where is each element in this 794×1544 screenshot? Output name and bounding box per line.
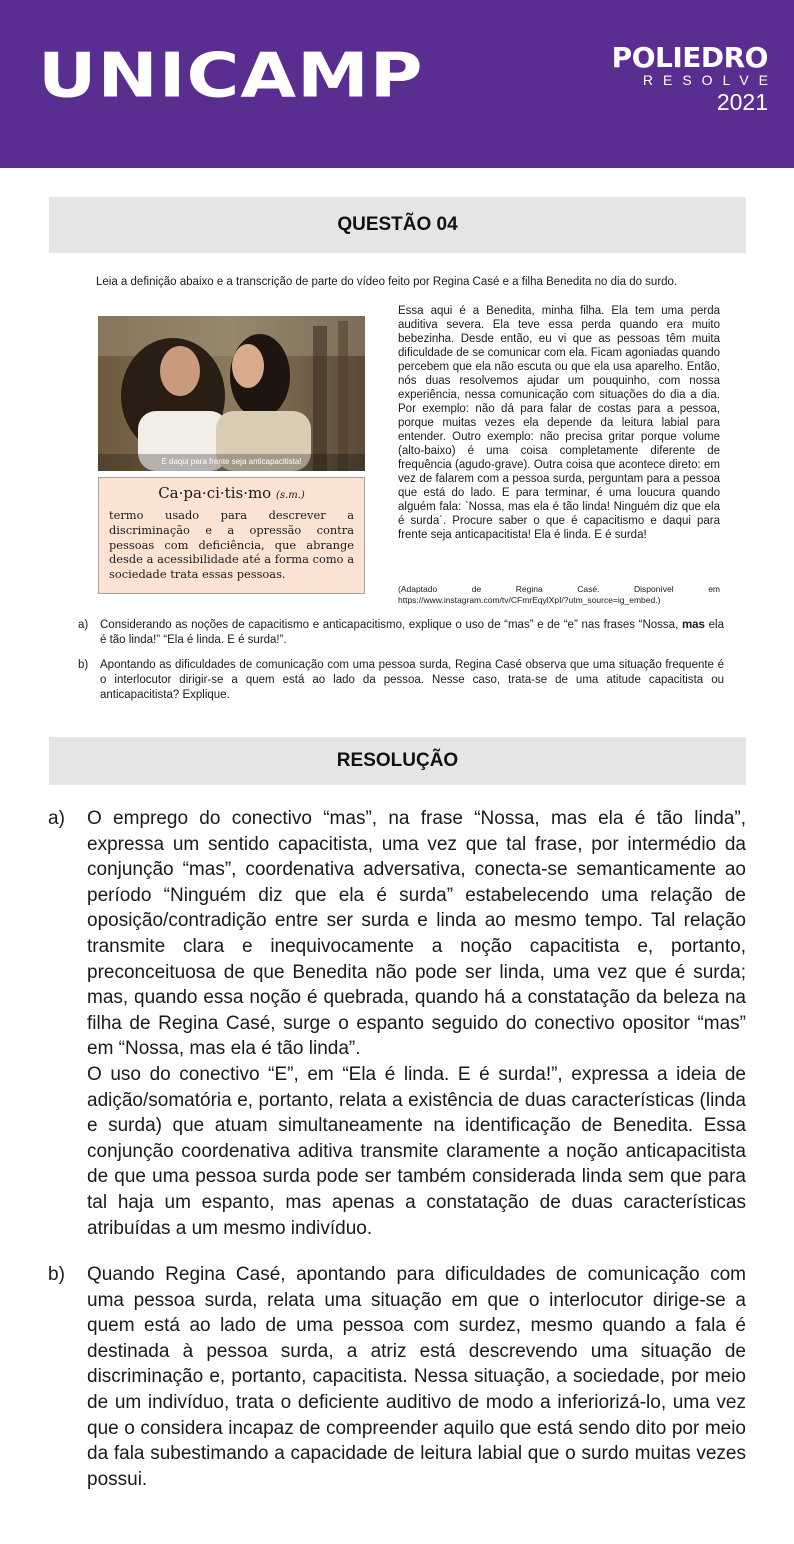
part-of-speech: (s.m.) [276, 490, 305, 501]
resolution-letter: b) [48, 1264, 65, 1285]
item-letter: a) [78, 619, 89, 631]
unicamp-logo: UNICAMP [38, 38, 424, 112]
question-title: QUESTÃO 04 [49, 197, 746, 253]
definition-text: termo usado para descrever a discriminação e a opressão contra pessoas com deficiência, que abrange desde a acessibilidade até a forma como a sociedade trata essas pessoas. [109, 508, 354, 582]
exam-year: 2021 [716, 88, 768, 115]
brand-subtitle: RESOLVE [642, 72, 778, 88]
poliedro-brand [611, 41, 778, 116]
item-text: Apontando as dificuldades de comunicação com uma pessoa surda, Regina Casé observa que uma situação frequente é o interlocutor dirigir-se a quem está ao lado da pessoa. Nesse caso, trata-se de uma atitude capacitista ou anticapacitista? Explique. [100, 659, 724, 701]
resolution-paragraph: O uso do conectivo “E”, em “Ela é linda. E é surda!”, expressa a ideia de adição/somatória e, portanto, relata a existência de duas características (linda e surda) que atuam simultaneamente na identificação de Benedita. Essa conjunção coordenativa aditiva transmite claramente a noção anticapacitista de que uma pessoa surda pode ser também considerada linda sem que para tal haja um espanto, mas apenas a constatação de duas características atribuídas a um mesmo indivíduo. [87, 1063, 746, 1239]
item-letter: b) [78, 659, 89, 671]
question-item-a [78, 618, 724, 648]
resolution-letter: a) [48, 808, 65, 829]
definition-title [109, 484, 354, 502]
resolution-text [87, 806, 746, 1241]
definition-word: Ca·pa·ci·tis·mo [158, 484, 272, 502]
photo-caption: E daqui para frente seja anticapacitista! [161, 457, 302, 466]
item-text: Considerando as noções de capacitismo e anticapacitismo, explique o uso de “mas” e de “e” nas frases “Nossa, mas ela é tão linda!” “Ela é linda. E é surda!”. [100, 619, 724, 646]
resolution-title: RESOLUÇÃO [49, 737, 746, 785]
photo-illustration [98, 316, 365, 471]
video-transcript: Essa aqui é a Benedita, minha filha. Ela tem uma perda auditiva severa. Ela teve essa perda quando era muito bebezinha. Desde então, eu vi que as pessoas têm muita dificuldade de se comunicar com ela. Ficam agoniadas quando percebem que ela não escuta ou que ela usa aparelho. Então, nós duas resolvemos ajudar um pouquinho, com nossa experiência, nessa comunicação com situações do dia a dia. Por exemplo: não dá para falar de costas para a pessoa, porque muitas vezes ela depende da leitura labial para entender. Outro exemplo: não precisa gritar porque volume (alto-baixo) é uma coisa completamente diferente de frequência (agudo-grave). Outra coisa que acontece direto: em vez de falarem com a pessoa surda, perguntam para a pessoa que está do lado. E para terminar, é uma loucura quando alguém fala: `Nossa, mas ela é tão linda! Ninguém diz que ela é surda´. Procure saber o que é capacitismo e daqui para frente seja anticapacitista! Ela é linda. E é surda! [398, 305, 720, 542]
brand-name: POLIEDRO [611, 41, 768, 74]
resolution-paragraph: Quando Regina Casé, apontando para dificuldades de comunicação com uma pessoa surda, relata uma situação em que o interlocutor dirige-se a quem está ao lado de uma pessoa com surdez, mesmo quando a fala é destinada à pessoa surda, a atriz está descrevendo uma situação de discriminação e, portanto, capacitista. Nessa situação, a sociedade, por meio de um indivíduo, trata o deficiente auditivo de modo a inferiorizá-lo, uma vez que o considera incapaz de compreender aquilo que está sendo dito por meio da fala subestimando a capacidade de leitura labial que o surdo muitas vezes possui. [87, 1264, 746, 1490]
definition-box [98, 477, 365, 594]
question-item-b [78, 658, 724, 703]
resolution-paragraph: O emprego do conectivo “mas”, na frase “Nossa, mas ela é tão linda”, expressa um sentido capacitista, uma vez que tal frase, por intermédio da conjunção “mas”, coordenativa adversativa, conecta-se semanticamente ao período “Ninguém diz que ela é surda” estabelecendo uma relação de oposição/contradição entre ser surda e linda ao mesmo tempo. Tal relação transmite clara e inequivocamente a noção capacitista e, portanto, preconceituosa de que Benedita não pode ser linda, uma vez que é surda; mas, quando essa noção é quebrada, quando há a constatação da beleza na filha de Regina Casé, surge o espanto seguido do conectivo opositor “mas” em “Nossa, mas ela é tão linda”. [87, 808, 746, 1060]
question-intro: Leia a definição abaixo e a transcrição de parte do vídeo feito por Regina Casé e a filha Benedita no dia do surdo. [96, 276, 678, 288]
resolution-item-a [48, 806, 746, 1241]
resolution-text [87, 1262, 746, 1492]
header-banner [0, 0, 794, 168]
video-still-image [98, 316, 365, 471]
source-citation: (Adaptado de Regina Casé. Disponível em https://www.instagram.com/tv/CFmrEqylXpI/?utm_source=ig_embed.) [398, 584, 720, 606]
resolution-item-b [48, 1262, 746, 1492]
